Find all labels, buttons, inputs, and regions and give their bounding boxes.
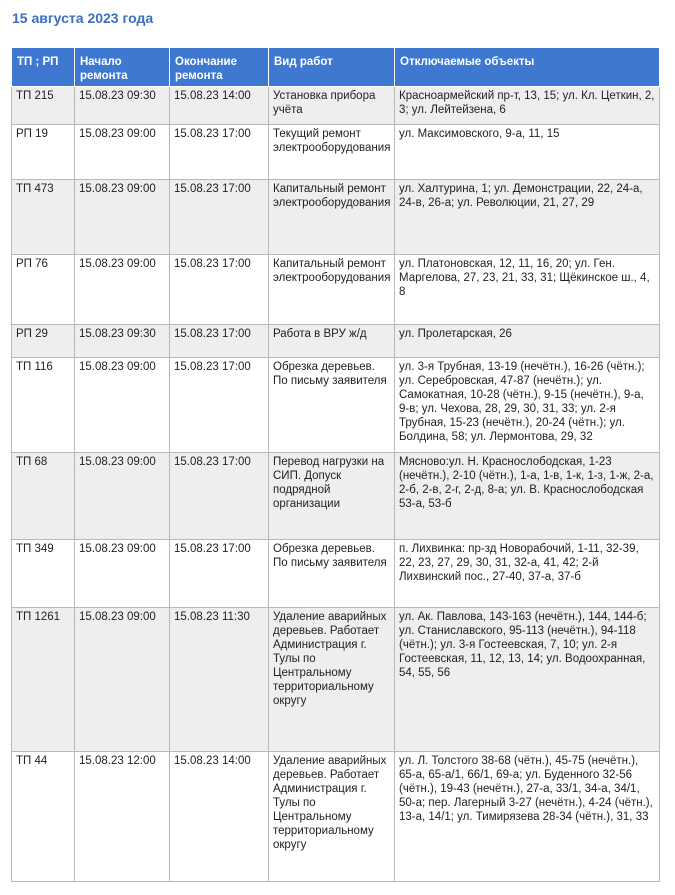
- cell-start: 15.08.23 09:30: [75, 87, 170, 125]
- cell-work-type: Обрезка деревьев. По письму заявителя: [269, 540, 395, 608]
- cell-end: 15.08.23 17:00: [170, 453, 269, 540]
- cell-station: ТП 215: [12, 87, 75, 125]
- table-body: [12, 87, 660, 882]
- cell-station: ТП 44: [12, 752, 75, 882]
- cell-objects: ул. 3-я Трубная, 13-19 (нечётн.), 16-26 (чётн.); ул. Серебровская, 47-87 (нечётн.); ул. Самокатная, 10-28 (чётн.), 9-15 (нечётн.), 9-а, 9-в; ул. Чехова, 28, 29, 30, 31, 33; ул. 2-я Трубная, 15-23 (нечётн.), 20-24 (чётн.); ул. Болдина, 58; ул. Лермонтова, 29, 32: [395, 358, 660, 453]
- cell-end: 15.08.23 11:30: [170, 608, 269, 752]
- column-header-objects: Отключаемые объекты: [395, 48, 660, 87]
- column-header-end: Окончание ремонта: [170, 48, 269, 87]
- cell-work-type: Установка прибора учёта: [269, 87, 395, 125]
- cell-work-type: Удаление аварийных деревьев. Работает Администрация г. Тулы по Центральному территориальному округу: [269, 752, 395, 882]
- cell-work-type: Удаление аварийных деревьев. Работает Администрация г. Тулы по Центральному территориальному округу: [269, 608, 395, 752]
- cell-objects: Красноармейский пр-т, 13, 15; ул. Кл. Цеткин, 2, 3; ул. Лейтейзена, 6: [395, 87, 660, 125]
- cell-start: 15.08.23 09:00: [75, 608, 170, 752]
- cell-end: 15.08.23 17:00: [170, 358, 269, 453]
- cell-end: 15.08.23 17:00: [170, 255, 269, 325]
- cell-work-type: Работа в ВРУ ж/д: [269, 325, 395, 358]
- outage-schedule-table: [11, 47, 660, 882]
- cell-end: 15.08.23 17:00: [170, 540, 269, 608]
- cell-objects: ул. Халтурина, 1; ул. Демонстрации, 22, 24-а, 24-в, 26-а; ул. Революции, 21, 27, 29: [395, 180, 660, 255]
- cell-work-type: Капитальный ремонт электрооборудования: [269, 255, 395, 325]
- cell-station: ТП 473: [12, 180, 75, 255]
- cell-work-type: Обрезка деревьев. По письму заявителя: [269, 358, 395, 453]
- cell-start: 15.08.23 12:00: [75, 752, 170, 882]
- cell-start: 15.08.23 09:00: [75, 358, 170, 453]
- cell-station: ТП 349: [12, 540, 75, 608]
- page-title: 15 августа 2023 года: [12, 10, 154, 26]
- column-header-start: Начало ремонта: [75, 48, 170, 87]
- cell-work-type: Капитальный ремонт электрооборудования: [269, 180, 395, 255]
- table-row: [12, 180, 660, 255]
- cell-start: 15.08.23 09:00: [75, 125, 170, 180]
- cell-station: РП 76: [12, 255, 75, 325]
- cell-work-type: Текущий ремонт электрооборудования: [269, 125, 395, 180]
- cell-end: 15.08.23 14:00: [170, 752, 269, 882]
- cell-station: РП 29: [12, 325, 75, 358]
- cell-objects: ул. Максимовского, 9-а, 11, 15: [395, 125, 660, 180]
- table-row: [12, 752, 660, 882]
- table-row: [12, 608, 660, 752]
- column-header-station: ТП ; РП: [12, 48, 75, 87]
- table-row: [12, 125, 660, 180]
- cell-start: 15.08.23 09:00: [75, 540, 170, 608]
- table-row: [12, 325, 660, 358]
- cell-objects: ул. Ак. Павлова, 143-163 (нечётн.), 144, 144-б; ул. Станиславского, 95-113 (нечётн.), 94-118 (чётн.); ул. 3-я Гостеевская, 7, 10; ул. 2-я Гостеевская, 11, 12, 13, 14; ул. Водоохранная, 54, 55, 56: [395, 608, 660, 752]
- cell-station: РП 19: [12, 125, 75, 180]
- cell-start: 15.08.23 09:00: [75, 255, 170, 325]
- cell-objects: ул. Л. Толстого 38-68 (чётн.), 45-75 (нечётн.), 65-а, 65-а/1, 66/1, 69-а; ул. Буденного 32-56 (чётн.), 19-43 (нечётн.), 27-а, 33/1, 34-а, 34/1, 50-а; пер. Лагерный 3-27 (нечётн.), 4-24 (чётн.), 13-а, 14/1; ул. Тимирязева 28-34 (чётн.), 31, 33: [395, 752, 660, 882]
- column-header-work-type: Вид работ: [269, 48, 395, 87]
- cell-end: 15.08.23 17:00: [170, 125, 269, 180]
- cell-end: 15.08.23 17:00: [170, 325, 269, 358]
- cell-station: ТП 68: [12, 453, 75, 540]
- cell-objects: ул. Пролетарская, 26: [395, 325, 660, 358]
- table-header: [12, 48, 660, 87]
- cell-start: 15.08.23 09:00: [75, 453, 170, 540]
- table-row: [12, 358, 660, 453]
- cell-station: ТП 1261: [12, 608, 75, 752]
- table-row: [12, 255, 660, 325]
- cell-objects: Мясново:ул. Н. Краснослободская, 1-23 (нечётн.), 2-10 (чётн.), 1-а, 1-в, 1-к, 1-з, 1-ж, 2-а, 2-б, 2-в, 2-г, 2-д, 8-а; ул. В. Краснослободская 53-а, 53-б: [395, 453, 660, 540]
- cell-start: 15.08.23 09:30: [75, 325, 170, 358]
- cell-objects: ул. Платоновская, 12, 11, 16, 20; ул. Ген. Маргелова, 27, 23, 21, 33, 31; Щёкинское ш., 4, 8: [395, 255, 660, 325]
- cell-end: 15.08.23 14:00: [170, 87, 269, 125]
- cell-work-type: Перевод нагрузки на СИП. Допуск подрядной организации: [269, 453, 395, 540]
- table-row: [12, 453, 660, 540]
- cell-objects: п. Лихвинка: пр-зд Новорабочий, 1-11, 32-39, 22, 23, 27, 29, 30, 31, 32-а, 41, 42; 2-й Лихвинский пос., 27-40, 37-а, 37-б: [395, 540, 660, 608]
- table-row: [12, 87, 660, 125]
- cell-station: ТП 116: [12, 358, 75, 453]
- cell-start: 15.08.23 09:00: [75, 180, 170, 255]
- table-row: [12, 540, 660, 608]
- cell-end: 15.08.23 17:00: [170, 180, 269, 255]
